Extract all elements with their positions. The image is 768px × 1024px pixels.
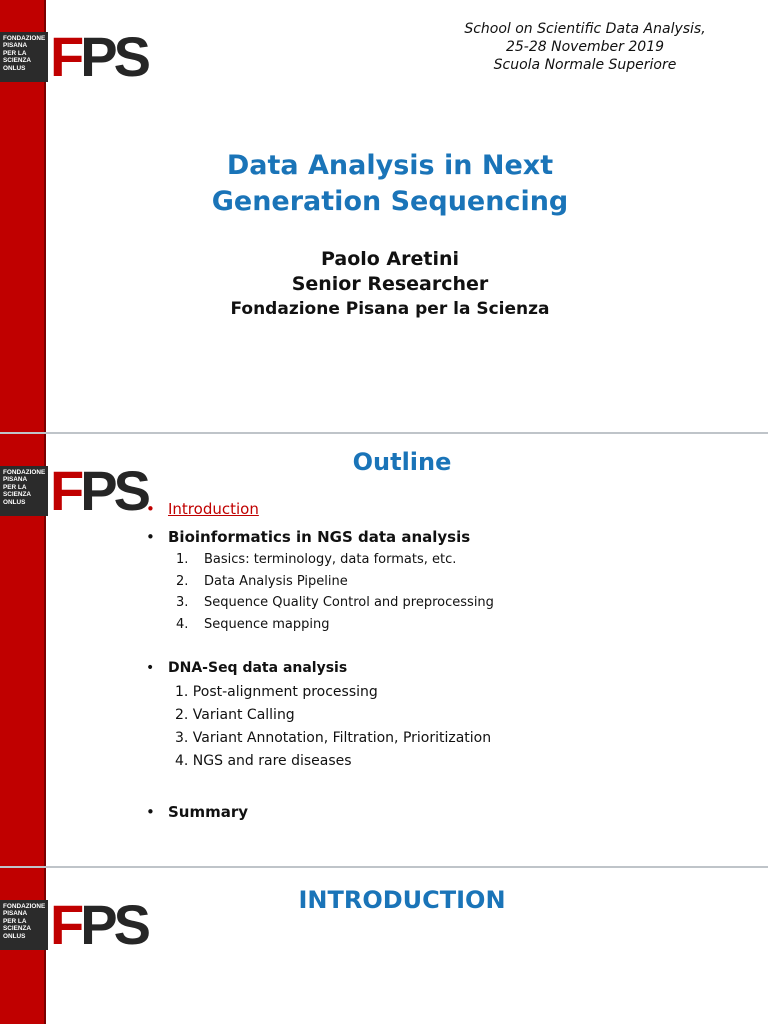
bullet-glyph: •	[146, 803, 155, 821]
author-organization: Fondazione Pisana per la Scienza	[230, 299, 550, 319]
title-line-2: Generation Sequencing	[211, 186, 569, 217]
outline-subitem	[176, 595, 494, 610]
outline-subitem: 2. Variant Calling	[175, 707, 295, 723]
outline-subitem	[176, 574, 348, 589]
conference-name: School on Scientific Data Analysis,	[464, 21, 706, 37]
bullet-glyph: •	[146, 660, 155, 676]
logo-letter-f: F	[50, 459, 81, 522]
subitem-number: 2.	[176, 574, 189, 589]
outline-item-introduction[interactable]	[146, 500, 259, 518]
subitem-label: Sequence mapping	[204, 617, 330, 632]
outline-subitem: 1. Post-alignment processing	[175, 684, 378, 700]
title-line-1: Data Analysis in Next	[226, 150, 554, 181]
outline-item-label: DNA-Seq data analysis	[168, 660, 348, 676]
subitem-number: 3.	[176, 595, 189, 610]
logo-letters-ps: PS	[80, 459, 147, 522]
fps-logo	[0, 893, 147, 956]
logo-text-box	[0, 900, 48, 950]
outline-item-bioinformatics	[146, 528, 470, 546]
logo-letter-f: F	[50, 893, 81, 956]
subitem-number: 4.	[176, 617, 189, 632]
conference-dates: 25-28 November 2019	[505, 39, 665, 55]
author-name: Paolo Aretini	[320, 248, 460, 270]
logo-org-name: FONDAZIONE PISANA PER LA SCIENZA ONLUS	[3, 35, 46, 72]
logo-letter-f: F	[50, 25, 81, 88]
subitem-number: 1.	[176, 552, 189, 567]
subitem-label: Data Analysis Pipeline	[204, 574, 348, 589]
outline-subitem	[176, 552, 456, 567]
outline-subitem: 3. Variant Annotation, Filtration, Prioritization	[175, 730, 492, 746]
outline-item-summary	[146, 803, 248, 821]
subitem-label: Sequence Quality Control and preprocessing	[204, 595, 494, 610]
outline-item-label: Bioinformatics in NGS data analysis	[168, 528, 471, 546]
introduction-title: INTRODUCTION	[298, 886, 506, 914]
outline-subitem	[176, 617, 330, 632]
logo-letters-ps: PS	[80, 25, 147, 88]
conference-venue: Scuola Normale Superiore	[493, 57, 677, 73]
outline-item-label: Summary	[168, 803, 249, 821]
outline-item-dnaseq	[146, 660, 347, 676]
subitem-label: Basics: terminology, data formats, etc.	[204, 552, 457, 567]
bullet-glyph: •	[146, 528, 155, 546]
bullet-glyph: •	[146, 500, 155, 518]
logo-org-name: FONDAZIONE PISANA PER LA SCIENZA ONLUS	[3, 469, 46, 506]
outline-item-label: Introduction	[168, 500, 259, 518]
author-role: Senior Researcher	[291, 273, 489, 295]
outline-subitem: 4. NGS and rare diseases	[175, 753, 352, 769]
logo-letters-ps: PS	[80, 893, 147, 956]
logo-letters	[50, 892, 147, 957]
outline-title: Outline	[352, 448, 452, 476]
logo-org-name: FONDAZIONE PISANA PER LA SCIENZA ONLUS	[3, 903, 46, 940]
